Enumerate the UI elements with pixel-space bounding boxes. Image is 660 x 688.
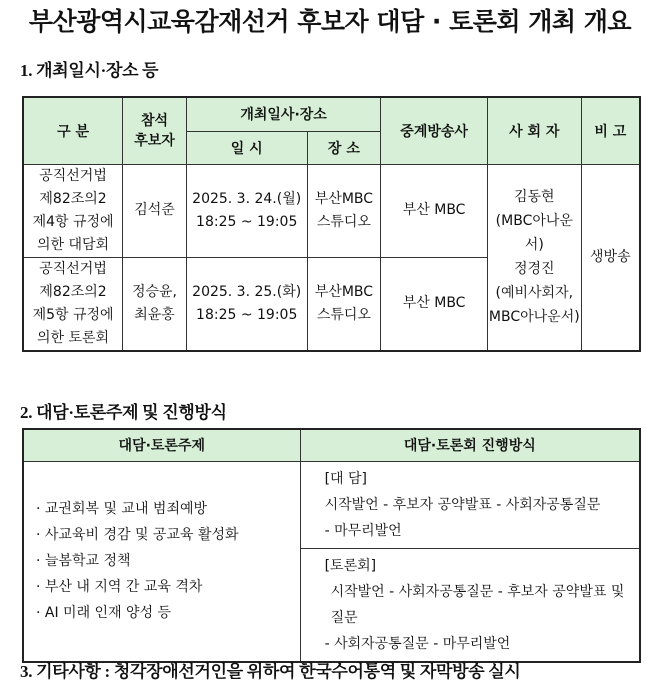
row2-category: 공직선거법 제82조의2 제5항 규정에 의한 토론회: [23, 257, 123, 351]
row2-datetime: 2025. 3. 25.(화) 18:25 ~ 19:05: [186, 257, 307, 351]
list-item: · 늘봄학교 정책: [36, 553, 131, 569]
note-cell: 생방송: [581, 164, 640, 351]
row1-candidates: 김석준: [123, 164, 187, 257]
section1-heading: 1. 개최일시·장소 등: [20, 61, 159, 80]
header-broadcaster: 중계방송사: [381, 97, 488, 164]
row1-place: 부산MBC 스튜디오: [307, 164, 381, 257]
document-title: 부산광역시교육감재선거 후보자 대담 · 토론회 개최 개요: [28, 7, 632, 36]
schedule-table: [22, 96, 641, 352]
row1-datetime: 2025. 3. 24.(월) 18:25 ~ 19:05: [186, 164, 307, 257]
header-note: 비 고: [581, 97, 640, 164]
method-forum: [토론회] 시작발언 - 사회자공통질문 - 후보자 공약발표 및 질문 - 사회자공통질문 - 마무리발언: [300, 548, 640, 662]
header-category: 구 분: [23, 97, 123, 164]
list-item: · AI 미래 인재 양성 등: [36, 605, 172, 621]
header-topics: 대담·토론주제: [23, 429, 300, 461]
row1-category: 공직선거법 제82조의2 제4항 규정에 의한 대담회: [23, 164, 123, 257]
header-candidates: 참석 후보자: [123, 97, 187, 164]
table-row: [23, 164, 640, 257]
method-talk: [대 담] 시작발언 - 후보자 공약발표 - 사회자공통질문 - 마무리발언: [300, 461, 640, 548]
section3-heading: 3. 기타사항 : 청각장애선거인을 위하여 한국수어통역 및 자막방송 실시: [20, 662, 521, 681]
section2-heading: 2. 대담·토론주제 및 진행방식: [20, 403, 227, 422]
list-item: · 교권회복 및 교내 범죄예방: [36, 501, 208, 517]
row2-place: 부산MBC 스튜디오: [307, 257, 381, 351]
header-datetime-place: 개최일사·장소: [186, 97, 380, 131]
list-item: · 부산 내 지역 간 교육 격차: [36, 579, 203, 595]
list-item: · 사교육비 경감 및 공교육 활성화: [36, 527, 239, 543]
host-cell: 김동현 (MBC아나운서) 정경진 (예비사회자, MBC아나운서): [487, 164, 581, 351]
header-method: 대담·토론회 진행방식: [300, 429, 640, 461]
header-datetime: 일 시: [186, 131, 307, 164]
topics-table: [22, 428, 641, 663]
topics-list: [23, 461, 300, 662]
row2-candidates: 정승윤, 최윤홍: [123, 257, 187, 351]
header-host: 사 회 자: [487, 97, 581, 164]
row2-broadcaster: 부산 MBC: [381, 257, 488, 351]
row1-broadcaster: 부산 MBC: [381, 164, 488, 257]
header-place: 장 소: [307, 131, 381, 164]
